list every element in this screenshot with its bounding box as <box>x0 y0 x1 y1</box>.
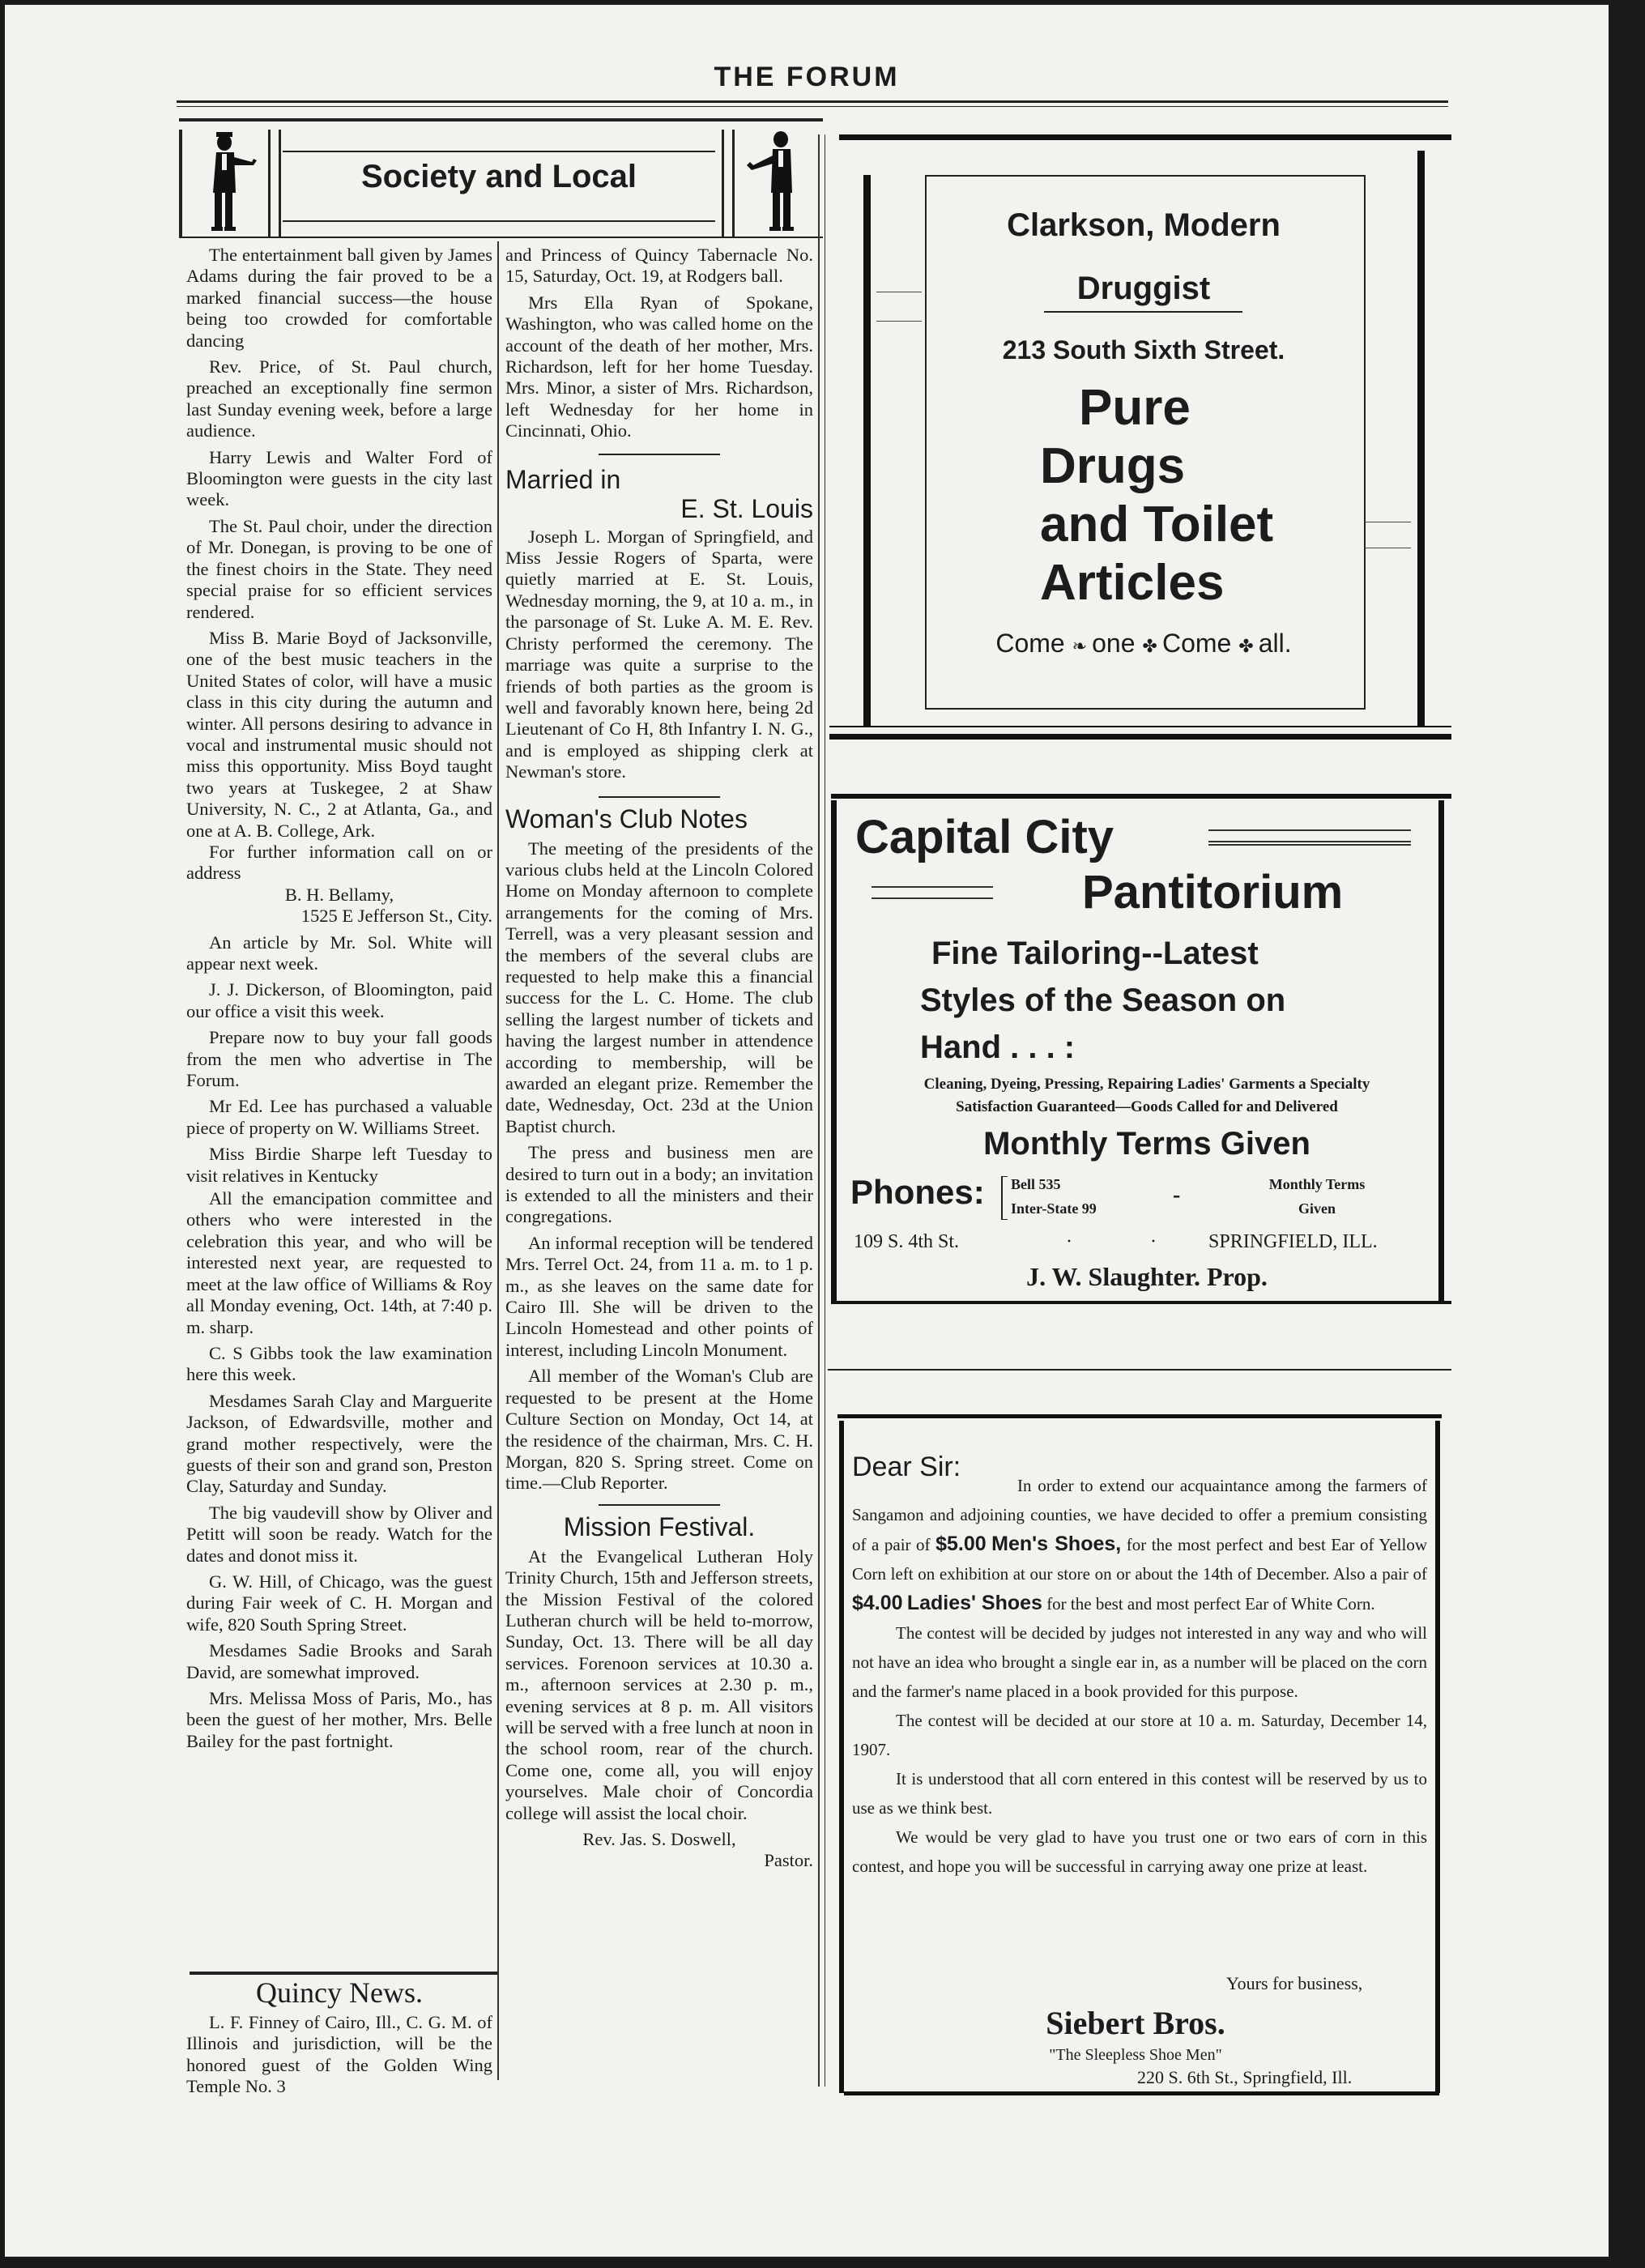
ad-headline-line: Drugs <box>1040 438 1186 494</box>
article-paragraph: An article by Mr. Sol. White will appear next week. <box>186 932 492 974</box>
price: $4.00 <box>852 1592 903 1614</box>
column-2 <box>505 245 813 1877</box>
letter-text: In order to extend our acquaintance among the farmers of Sangamon and adjoining counties, we have decided to offer a premium consisting of a pair of <box>852 1476 1427 1554</box>
firm-motto: "The Sleepless Shoe Men" <box>1049 2046 1222 2064</box>
article-paragraph: All the emancipation committee and others who were interested in the celebration this year, and who will be interested next year, are requested to meet at the law office of Williams & Roy all Monday evening, Oct. 14th, at 7:40 p. m. sharp. <box>186 1188 492 1337</box>
section-heading: Woman's Club Notes <box>505 804 748 833</box>
ad-title: Capital City <box>855 811 1114 863</box>
article-paragraph: The entertainment ball given by James Adams during the fair proved to be a marked financial success—the house being too crowded for comfortable dancing <box>186 245 492 351</box>
waiter-figure-icon <box>742 126 811 235</box>
section-heading: Mission Festival. <box>563 1511 756 1541</box>
ad-tagline-line: Fine Tailoring--Latest <box>931 936 1259 971</box>
article-paragraph: Mrs. Melissa Moss of Paris, Mo., has been the guest of her mother, Mrs. Belle Bailey for the past fortnight. <box>186 1688 492 1751</box>
ad-address-right: SPRINGFIELD, ILL. <box>1208 1231 1378 1252</box>
phone-bell: Bell 535 <box>1011 1176 1061 1192</box>
signature-name: Rev. Jas. S. Doswell, <box>582 1829 736 1849</box>
letter-paragraph <box>852 1471 1427 1618</box>
dot: · <box>1066 1231 1072 1252</box>
column-divider <box>497 241 499 2080</box>
dash: - <box>1173 1183 1181 1208</box>
article-paragraph: Mrs Ella Ryan of Spokane, Washington, who was called home on the account of the death of her mother, Mrs. Richardson, left for her home Tuesday. Mrs. Minor, a sister of Mrs. Richardson, left Wednesday for her home in Cincinnati, Ohio. <box>505 292 813 441</box>
ad-subtitle: Druggist <box>1076 271 1211 306</box>
article-paragraph: Mesdames Sadie Brooks and Sarah David, are somewhat improved. <box>186 1640 492 1682</box>
letter-paragraph: The contest will be decided at our store at 10 a. m. Saturday, December 14, 1907. <box>852 1711 1427 1759</box>
ad-proprietor: J. W. Slaughter. Prop. <box>1026 1262 1268 1291</box>
section-title: Society and Local <box>360 159 637 194</box>
quincy-section <box>186 1978 492 2103</box>
waiter-figure-icon <box>195 130 260 235</box>
ad-underline <box>1044 311 1242 313</box>
section-heading: E. St. Louis <box>680 493 813 523</box>
article-paragraph: and Princess of Quincy Tabernacle No. 15, Saturday, Oct. 19, at Rodgers ball. <box>505 245 813 287</box>
letter-text: for the most perfect and best Ear of Yellow Corn left on exhibition at our store on or about the 14th of December. Also a pair of <box>852 1535 1427 1584</box>
ad-separator-rule <box>828 1369 1451 1371</box>
article-paragraph: The St. Paul choir, under the direction of Mr. Donegan, is proving to be one of the finest choirs in the State. They need special praise for so efficient services rendered. <box>186 515 492 622</box>
column-divider <box>818 134 820 2087</box>
section-heading: Married in <box>505 464 621 494</box>
ad-title-rules <box>872 886 993 899</box>
column-1 <box>186 245 492 1757</box>
price: $5.00 <box>935 1533 987 1555</box>
dot: · <box>1150 1231 1157 1252</box>
letter-text: for the best and most perfect Ear of White Corn. <box>1042 1594 1375 1614</box>
article-paragraph: G. W. Hill, of Chicago, was the guest during Fair week of C. H. Morgan and wife, 820 South Spring Street. <box>186 1571 492 1635</box>
article-paragraph: Prepare now to buy your fall goods from the men who advertise in The Forum. <box>186 1027 492 1091</box>
article-paragraph: The big vaudevill show by Oliver and Petitt will soon be ready. Watch for the dates and donot miss it. <box>186 1502 492 1566</box>
firm-name: Siebert Bros. <box>1046 2005 1225 2041</box>
address-street: 1525 E Jefferson St., City. <box>300 906 492 927</box>
signature-title: Pastor. <box>764 1850 813 1871</box>
article-paragraph: L. F. Finney of Cairo, Ill., C. G. M. of Illinois and jurisdiction, will be the honored guest of the Golden Wing Temple No. 3 <box>186 2012 492 2097</box>
quincy-rule <box>190 1972 497 1975</box>
section-heading: Quincy News. <box>256 1976 423 2009</box>
short-rule <box>599 454 720 455</box>
article-paragraph: Rev. Price, of St. Paul church, preached an exceptionally fine sermon last Sunday evening week, before a large audience. <box>186 356 492 441</box>
article-paragraph: Mesdames Sarah Clay and Marguerite Jackson, of Edwardsville, mother and grand mother respectively, were the guests of their son and grand son, Preston Clay, Saturday and Sunday. <box>186 1390 492 1497</box>
tagline-word: Come <box>1161 629 1232 658</box>
ad-satisfaction: Satisfaction Guaranteed—Goods Called for and Delivered <box>956 1098 1338 1115</box>
letter-salutation: Dear Sir: <box>852 1452 961 1482</box>
article-paragraph: C. S Gibbs took the law examination here this week. <box>186 1342 492 1385</box>
ad-monthly-terms: Monthly Terms Given <box>983 1126 1310 1162</box>
pantitorium-ad <box>823 791 1451 1309</box>
article-paragraph: At the Evangelical Lutheran Holy Trinity Church, 15th and Jefferson streets, the Mission Festival of the colored Lutheran church will be held to-morrow, Sunday, Oct. 13. There will be all day services. Forenoon services at 10.30 a. m., afternoon services at 2.30 p. m., evening services at 8 p. m. All visitors will be served with a free lunch at noon in the school room, rear of the church. Come one, come all, you will enjoy yourselves. Male choir of Concordia college will assist the local choir. <box>505 1545 813 1823</box>
article-paragraph: All member of the Woman's Club are requested to be present at the Home Culture Section on Monday, Oct 14, at the residence of the chairman, Mrs. C. H. Morgan, 820 S. Spring street. Come on time.—Club Reporter. <box>505 1366 813 1494</box>
product-name: Ladies' Shoes <box>906 1592 1042 1614</box>
ad-title: Clarkson, Modern <box>1007 207 1281 243</box>
tagline-word: all. <box>1258 629 1292 658</box>
ad-headline-line: and Toilet <box>1040 497 1274 552</box>
letter-closing: Yours for business, <box>1226 1973 1363 1993</box>
article-paragraph: The press and business men are desired to turn out in a body; an invitation is extended to all the ministers and their congregations. <box>505 1142 813 1227</box>
firm-address: 220 S. 6th St., Springfield, Ill. <box>1137 2067 1353 2087</box>
short-rule <box>599 796 720 798</box>
ad-address: 213 South Sixth Street. <box>1002 335 1285 364</box>
article-paragraph: Harry Lewis and Walter Ford of Bloomington were guests in the city last week. <box>186 446 492 510</box>
address-name: B. H. Bellamy, <box>284 884 394 905</box>
section-header-box <box>179 118 823 241</box>
letter-paragraph: We would be very glad to have you trust one or two ears of corn in this contest, and hope you will be successful in carrying away one prize at least. <box>852 1827 1427 1876</box>
letter-body <box>852 1471 1427 1881</box>
tagline-word: one <box>1092 629 1136 658</box>
fleuron-icon: ✤ <box>1142 636 1162 656</box>
article-paragraph: The meeting of the presidents of the various clubs held at the Lincoln Colored Home on Monday afternoon to complete arrangements for the coming of Mrs. Terrell, was a very pleasant session and the members of the several clubs are requested to help make this a financial success for the L. C. Home. The club selling the largest number of tickets and having the largest number in attendence according to membership, will be awarded an elegant prize. Remember the date, Wednesday, Oct. 23d at the Union Baptist church. <box>505 838 813 1136</box>
article-paragraph: For further information call on or address <box>186 841 492 884</box>
article-paragraph: J. J. Dickerson, of Bloomington, paid our office a visit this week. <box>186 979 492 1021</box>
tagline-word: Come <box>995 629 1065 658</box>
masthead-rule <box>177 100 1448 107</box>
ad-tagline-line: Hand . . . : <box>920 1030 1076 1065</box>
masthead-title: THE FORUM <box>714 62 900 92</box>
ad-title: Pantitorium <box>1082 866 1344 919</box>
small-terms: Given <box>1298 1200 1336 1217</box>
letter-paragraph: The contest will be decided by judges not interested in any way and who will not have an idea who brought a single ear in, as a number will be placed on the corn and the farmer's name placed in a book provided for this purpose. <box>852 1623 1427 1701</box>
phones-label: Phones: <box>850 1173 985 1211</box>
ad-headline-line: Pure <box>1079 380 1191 436</box>
article-paragraph: Miss B. Marie Boyd of Jacksonville, one of the best music teachers in the United States of color, will have a music class in this city during the autumn and winter. All persons desiring to advance in vocal and instrumental music should not miss this opportunity. Miss Boyd taught two years at Tuskegee, 2 at Shaw University, N. C., 2 at Atlanta, Ga., and one at A. B. College, Ark. <box>186 627 492 841</box>
ad-address-left: 109 S. 4th St. <box>854 1231 960 1252</box>
phone-interstate: Inter-State 99 <box>1011 1200 1097 1217</box>
ad-tagline <box>925 629 1362 659</box>
ad-headline <box>1040 379 1273 612</box>
fleuron-icon: ❧ <box>1072 636 1093 656</box>
short-rule <box>599 1504 720 1506</box>
newspaper-page <box>5 5 1609 2257</box>
letter-paragraph: It is understood that all corn entered in this contest will be reserved by us to use as we think best. <box>852 1769 1427 1818</box>
ad-title-rules <box>1208 829 1411 842</box>
brace <box>1001 1176 1008 1220</box>
ad-headline-line: Articles <box>1040 555 1225 611</box>
article-paragraph: Mr Ed. Lee has purchased a valuable piece of property on W. Williams Street. <box>186 1096 492 1138</box>
ad-tagline-line: Styles of the Season on <box>920 983 1286 1018</box>
siebert-ad <box>829 1414 1442 2101</box>
clarkson-ad <box>829 126 1451 750</box>
product-name: Men's Shoes, <box>991 1533 1122 1555</box>
article-paragraph: An informal reception will be tendered Mrs. Terrel Oct. 24, from 11 a. m. to 1 p. m., as she leaves on the same date for Cairo Ill. She will be driven to the Lincoln Homestead and other points of interest, including Lincoln Monument. <box>505 1232 813 1360</box>
ad-services: Cleaning, Dyeing, Pressing, Repairing Ladies' Garments a Specialty <box>923 1076 1370 1093</box>
article-paragraph: Miss Birdie Sharpe left Tuesday to visit relatives in Kentucky <box>186 1144 492 1186</box>
article-paragraph: Joseph L. Morgan of Springfield, and Miss Jessie Rogers of Sparta, were quietly married at E. St. Louis, Wednesday morning, the 9, at 10 a. m., in the parsonage of St. Luke A. M. E. Rev. Christy performed the ceremony. The marriage was quite a surprise to the friends of both parties as the groom is well and favorably known here, being 2d Lieutenant of Co H, 8th Infantry I. N. G., and is employed as shipping clerk at Newman's store. <box>505 526 813 782</box>
ad-tagline <box>920 930 1285 1071</box>
small-terms: Monthly Terms <box>1268 1176 1366 1192</box>
fleuron-icon: ✤ <box>1238 636 1259 656</box>
